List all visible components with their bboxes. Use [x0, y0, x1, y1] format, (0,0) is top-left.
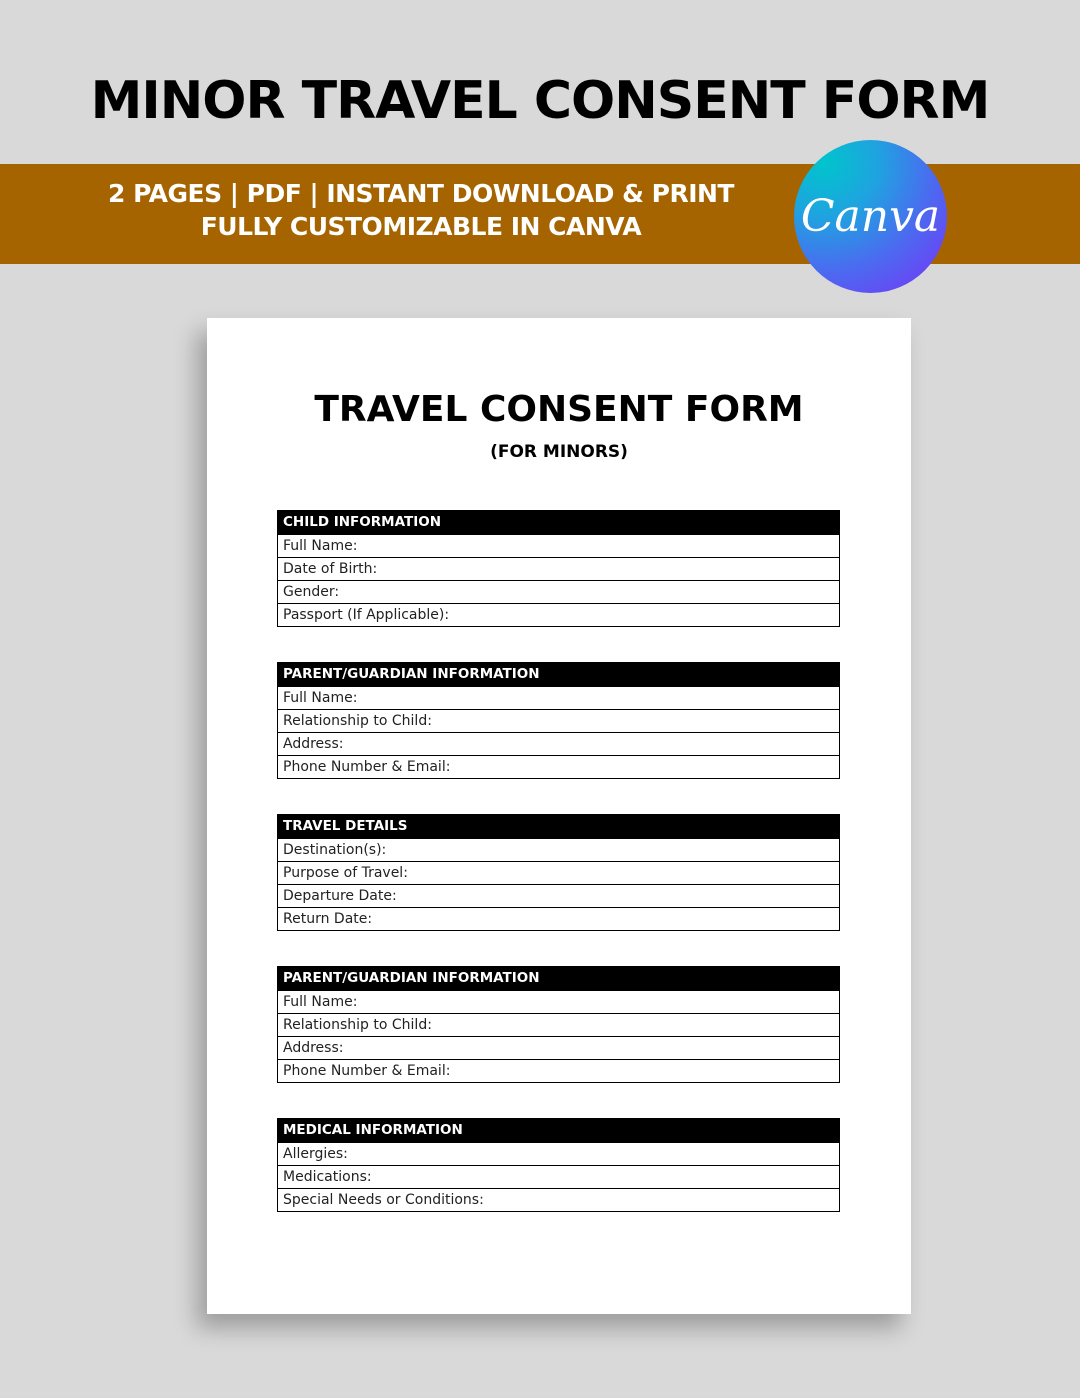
field-row[interactable]: Destination(s):	[277, 839, 840, 862]
field-row[interactable]: Address:	[277, 733, 840, 756]
banner-line-customizable: FULLY CUSTOMIZABLE IN CANVA	[200, 212, 642, 241]
section-header: TRAVEL DETAILS	[277, 814, 840, 839]
section-parent-guardian-information	[277, 662, 840, 779]
field-row[interactable]: Phone Number & Email:	[277, 1060, 840, 1083]
field-row[interactable]: Full Name:	[277, 991, 840, 1014]
field-row[interactable]: Purpose of Travel:	[277, 862, 840, 885]
field-row[interactable]: Relationship to Child:	[277, 1014, 840, 1037]
banner-line-pages: 2 PAGES | PDF | INSTANT DOWNLOAD & PRINT	[108, 179, 734, 208]
field-row[interactable]: Allergies:	[277, 1143, 840, 1166]
field-row[interactable]: Relationship to Child:	[277, 710, 840, 733]
section-travel-details	[277, 814, 840, 931]
field-row[interactable]: Date of Birth:	[277, 558, 840, 581]
field-row[interactable]: Phone Number & Email:	[277, 756, 840, 779]
section-header: CHILD INFORMATION	[277, 510, 840, 535]
section-header: MEDICAL INFORMATION	[277, 1118, 840, 1143]
canva-logo-text: Canva	[800, 191, 941, 242]
form-title: TRAVEL CONSENT FORM	[314, 389, 804, 430]
field-row[interactable]: Medications:	[277, 1166, 840, 1189]
field-row[interactable]: Address:	[277, 1037, 840, 1060]
section-header: PARENT/GUARDIAN INFORMATION	[277, 662, 840, 687]
section-child-information	[277, 510, 840, 627]
field-row[interactable]: Full Name:	[277, 535, 840, 558]
field-row[interactable]: Gender:	[277, 581, 840, 604]
field-row[interactable]: Passport (If Applicable):	[277, 604, 840, 627]
page-title: MINOR TRAVEL CONSENT FORM	[90, 71, 990, 131]
field-row[interactable]: Departure Date:	[277, 885, 840, 908]
section-parent-guardian-information-2	[277, 966, 840, 1083]
form-subtitle: (FOR MINORS)	[490, 442, 628, 462]
field-row[interactable]: Return Date:	[277, 908, 840, 931]
field-row[interactable]: Special Needs or Conditions:	[277, 1189, 840, 1212]
section-medical-information	[277, 1118, 840, 1212]
form-document	[207, 318, 911, 1314]
canva-logo	[794, 140, 947, 293]
section-header: PARENT/GUARDIAN INFORMATION	[277, 966, 840, 991]
field-row[interactable]: Full Name:	[277, 687, 840, 710]
